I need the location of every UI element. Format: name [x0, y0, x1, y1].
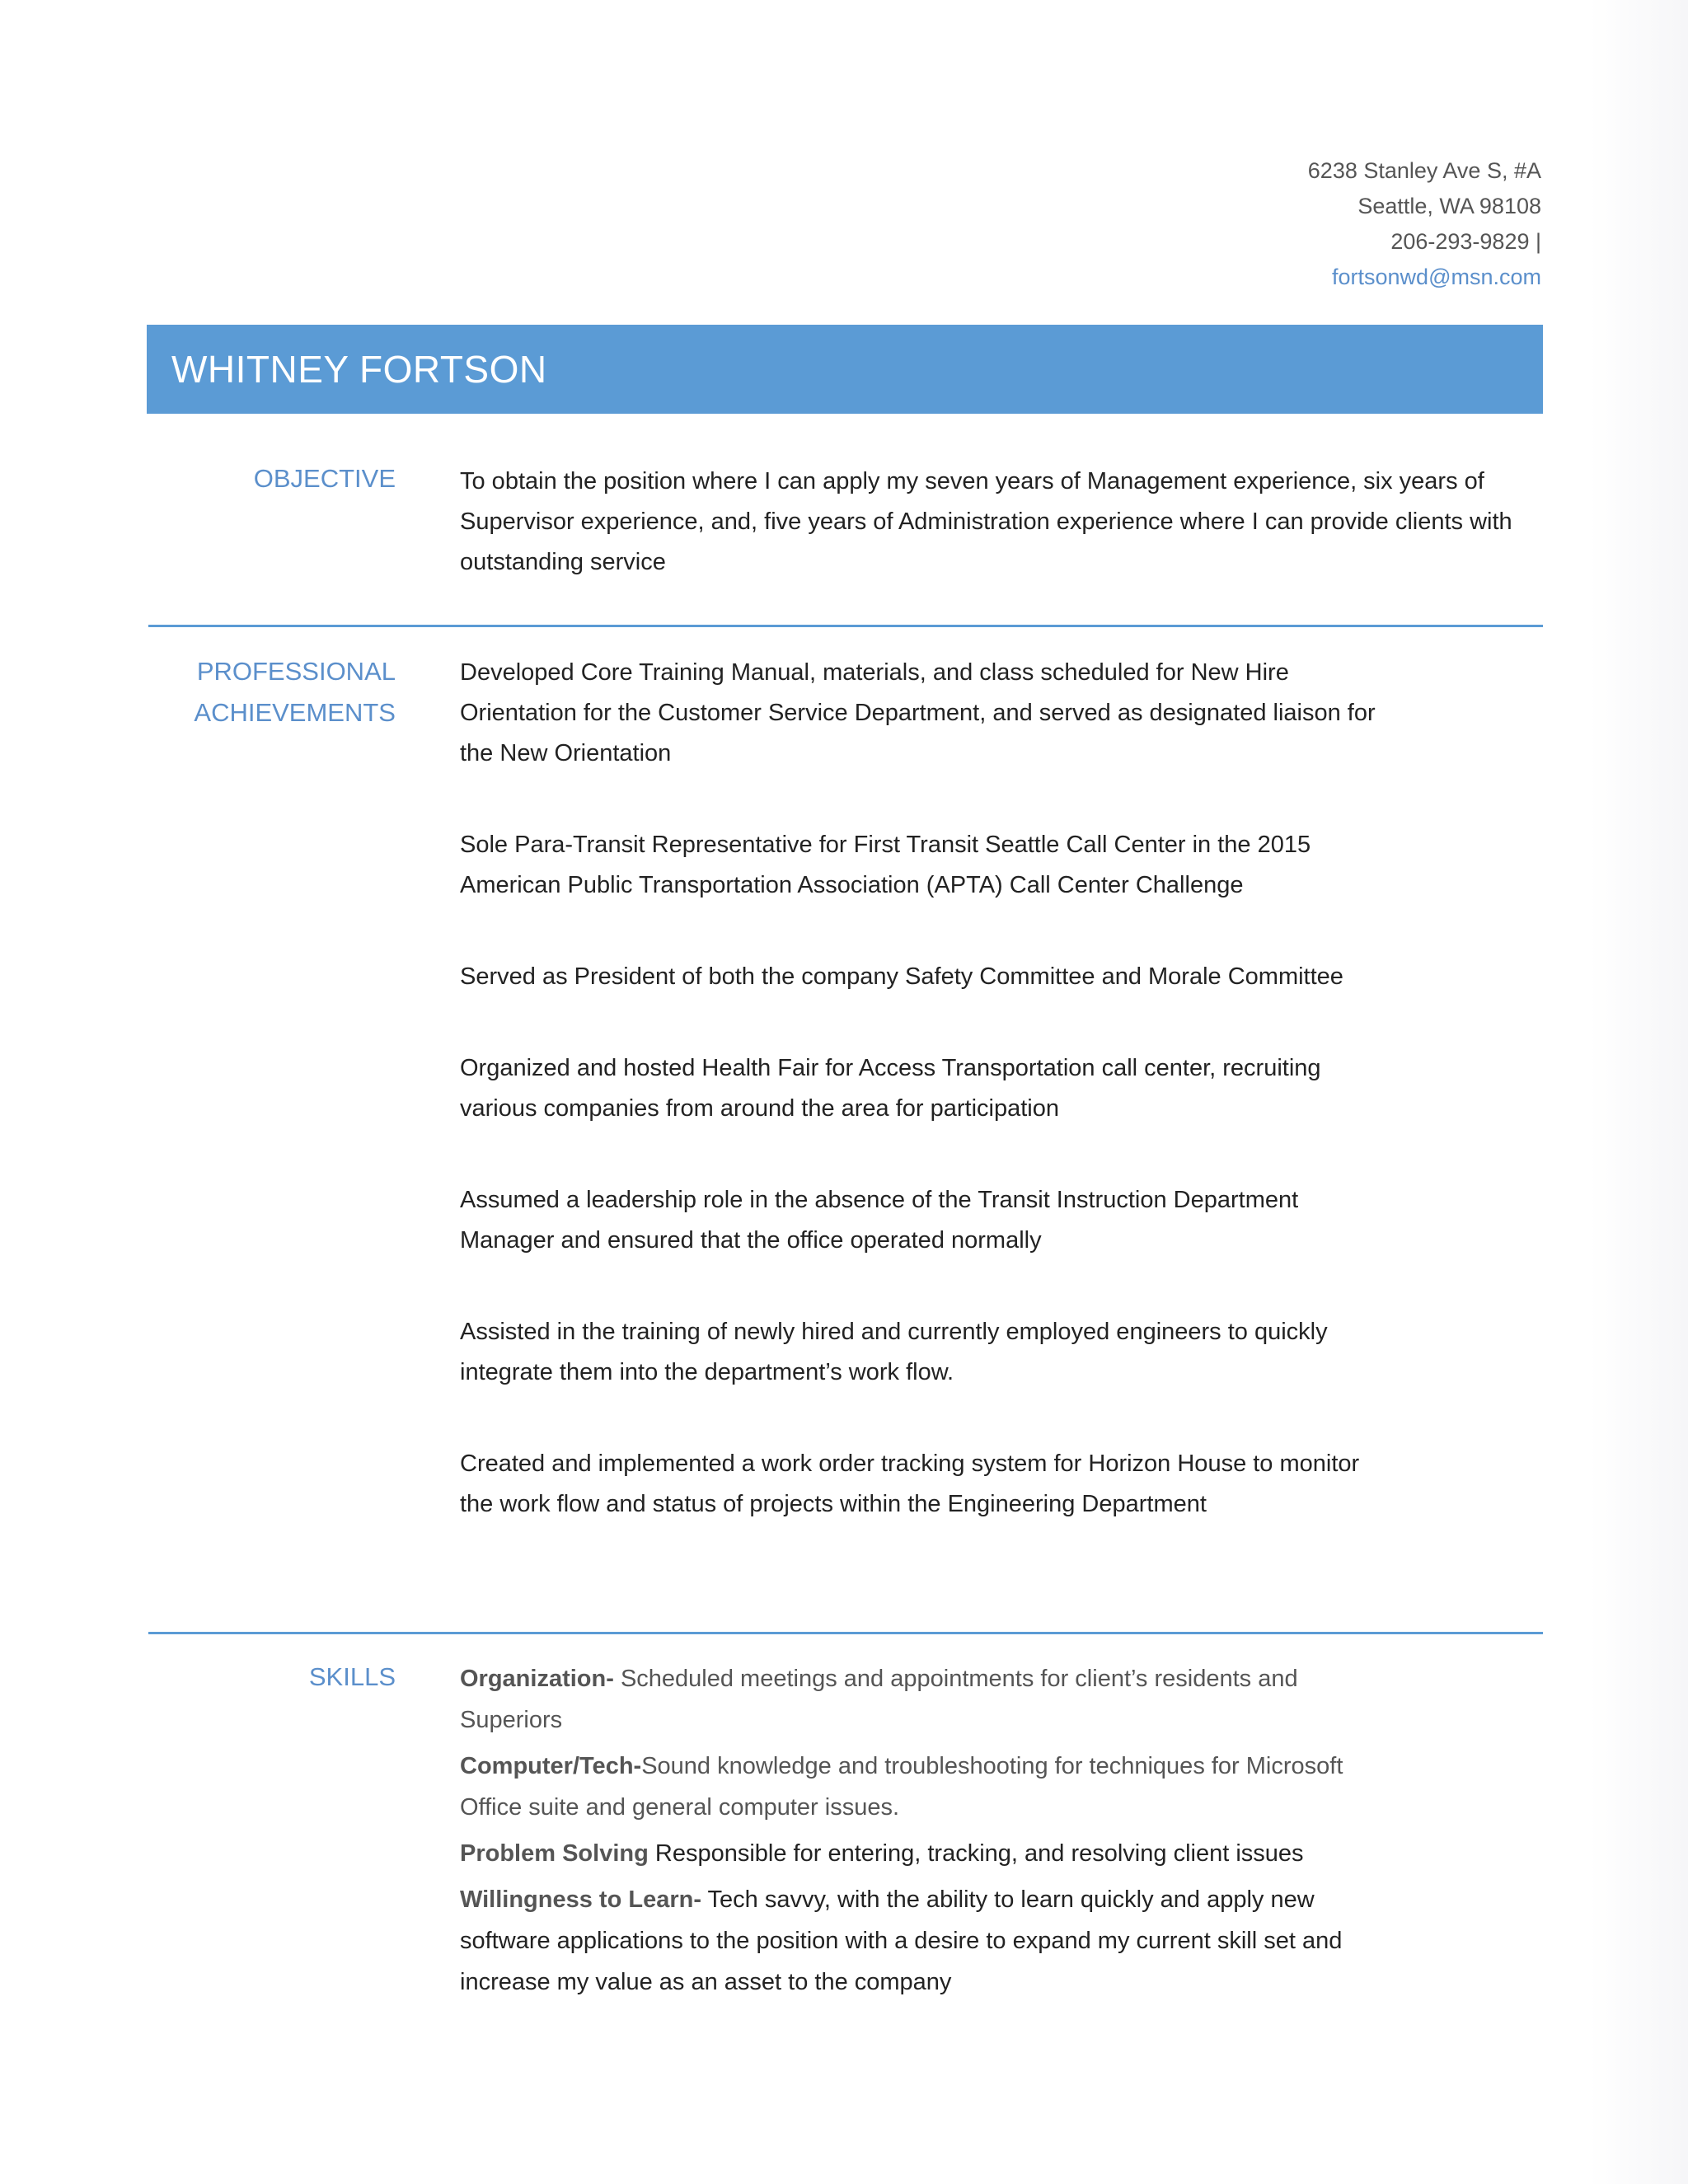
objective-text: To obtain the position where I can apply my seven years of Management experience, six years of Supervisor experience, and, five years of Administration experience where I can provide clients with outstanding service [460, 468, 1512, 575]
candidate-name: WHITNEY FORTSON [171, 348, 547, 391]
skill-title: Problem Solving [460, 1840, 649, 1867]
achievement-item: Assisted in the training of newly hired and currently employed engineers to quickly integrate them into the department’s work flow. [460, 1319, 1328, 1385]
skill-title: Computer/Tech- [460, 1753, 642, 1779]
section-divider [148, 625, 1543, 627]
achievements-list [460, 653, 1548, 1576]
skill-description: Scheduled meetings and appointments for client’s residents and Superiors [460, 1666, 1298, 1733]
objective-label: OBJECTIVE [253, 464, 396, 493]
skill-description: Responsible for entering, tracking, and resolving client issues [648, 1840, 1304, 1867]
achievement-item: Organized and hosted Health Fair for Access Transportation call center, recruiting various companies from around the area for participation [460, 1055, 1321, 1122]
email-link[interactable]: fortsonwd@msn.com [1332, 265, 1541, 289]
section-divider [148, 1632, 1543, 1634]
skill-item [460, 1879, 1383, 2003]
skill-item [460, 1746, 1383, 1828]
achievement-item: Assumed a leadership role in the absence of the Transit Instruction Department Manager and ensured that the office operated normally [460, 1187, 1299, 1254]
skill-title: Organization- [460, 1666, 614, 1692]
skill-item [460, 1658, 1383, 1741]
phone: 206-293-9829 | [1390, 229, 1541, 254]
contact-block [1308, 153, 1541, 295]
skill-title: Willingness to Learn- [460, 1886, 701, 1913]
achievements-label-line-2: ACHIEVEMENTS [194, 698, 396, 727]
achievement-item: Created and implemented a work order tracking system for Horizon House to monitor the work flow and status of projects within the Engineering Department [460, 1451, 1360, 1517]
address-line-2: Seattle, WA 98108 [1357, 194, 1541, 218]
skills-label: SKILLS [308, 1662, 396, 1691]
skill-item [460, 1833, 1383, 1874]
skill-description: Tech savvy, with the ability to learn quickly and apply new software applications to the position with a desire to expand my current skill set and increase my value as an asset to the company [460, 1886, 1343, 1995]
page-edge-shadow [1589, 0, 1688, 2184]
skills-list [460, 1658, 1548, 2008]
name-banner [147, 325, 1543, 414]
skill-description: Sound knowledge and troubleshooting for techniques for Microsoft Office suite and general computer issues. [460, 1753, 1343, 1821]
achievements-label-line-1: PROFESSIONAL [196, 657, 396, 686]
achievements-label [194, 651, 396, 733]
achievement-item: Sole Para-Transit Representative for First Transit Seattle Call Center in the 2015 American Public Transportation Association (APTA) Call Center Challenge [460, 832, 1311, 898]
achievement-item: Served as President of both the company Safety Committee and Morale Committee [460, 963, 1343, 990]
address-line-1: 6238 Stanley Ave S, #A [1307, 158, 1541, 183]
achievement-item: Developed Core Training Manual, materials, and class scheduled for New Hire Orientation for the Customer Service Department, and served as designated liaison for the New Orientation [460, 659, 1376, 766]
